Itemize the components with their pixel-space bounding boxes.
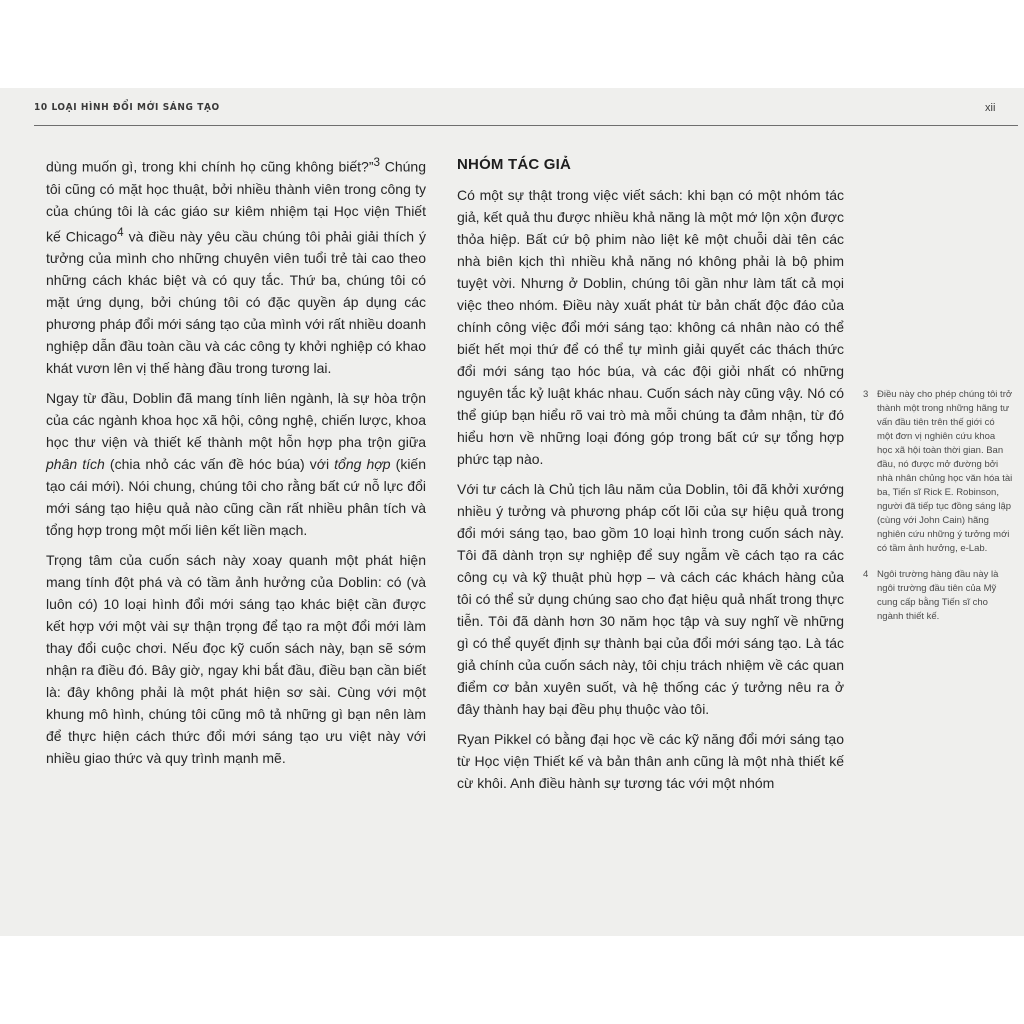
middle-paragraph-2: Với tư cách là Chủ tịch lâu năm của Doblin, tôi đã khởi xướng nhiều ý tưởng và phương pháp cốt lõi của sự hiệu quả trong đổi mới sáng tạo, bao gồm 10 loại hình trong cuốn sách này. Tôi đã dành trọn sự nghiệp để suy ngẫm về cách tạo ra các công cụ và kỹ thuật phù hợp – và cách các khách hàng của tôi có thể sử dụng chúng sao cho đạt hiệu quả nhất trong thực tiễn. Tôi đã dành hơn 30 năm học tập và suy nghĩ về những gì có thể quyết định sự thành bại của đổi mới sáng tạo. Là tác giả chính của cuốn sách này, tôi chịu trách nhiệm về các quan điểm cơ bản xuyên suốt, và hệ thống các ý tưởng nêu ra ở đây thành hay bại đều phụ thuộc vào tôi. [457,481,844,717]
emphasis-synthesis: tổng hợp [334,456,391,473]
text-run: Chúng tôi cũng có mặt học thuật, bởi nhiều thành viên trong công ty của chúng tôi là các giáo sư kiêm nhiệm tại Học viện Thiết kế Chicago [46,158,426,245]
footnote-3 [863,388,1013,556]
footnote-4 [863,568,1013,624]
text-run: dùng muốn gì, trong khi chính họ cũng không biết?” [46,158,374,175]
book-page [0,88,1024,936]
footnote-text: Điều này cho phép chúng tôi trở thành một trong những hãng tư vấn đầu tiên trên thế giới có một đơn vị nghiên cứu khoa học xã hội toàn thời gian. Ban đầu, nó được mở đường bởi nhà nhân chủng học văn hóa tài ba, Tiến sĩ Rick E. Robinson, người đã tiếp tục đồng sáng lập (cùng với John Cain) hãng nghiên cứu những ý tưởng mới có tầm ảnh hưởng, e-Lab. [877,389,1013,554]
middle-paragraph-3: Ryan Pikkel có bằng đại học về các kỹ năng đổi mới sáng tạo từ Học viện Thiết kế và bản thân anh cũng là một nhà thiết kế cừ khôi. Anh điều hành sự tương tác với một nhóm [457,731,844,791]
text-run: (chia nhỏ các vấn đề hóc búa) với [104,456,335,473]
footnote-number: 3 [863,389,869,400]
page-number: xii [985,102,996,114]
middle-column [457,152,844,802]
left-column [46,152,426,777]
left-paragraph-2 [46,387,426,541]
footnote-ref-4: 4 [117,225,124,239]
footnote-ref-3: 3 [373,156,380,169]
text-run: và điều này yêu cầu chúng tôi phải giải thích ý tưởng của mình cho những chuyên viên tuổi trẻ tài cao theo những cách khác biệt và có quy tắc. Thứ ba, chúng tôi có mặt ứng dụng, bởi chúng tôi có đặc quyền áp dụng các phương pháp đổi mới sáng tạo của mình với rất nhiều doanh nghiệp dẫn đầu toàn cầu và các công ty khởi nghiệp có khao khát vươn lên vị thế hàng đầu trong tương lai. [46,228,426,377]
footnote-text: Ngôi trường hàng đầu này là ngôi trường đầu tiên của Mỹ cung cấp bằng Tiến sĩ cho ngành thiết kế. [877,569,999,622]
header-rule [34,125,1018,126]
running-title: 10 LOẠI HÌNH ĐỔI MỚI SÁNG TẠO [34,102,220,113]
emphasis-analysis: phân tích [46,456,105,473]
text-run: Ngay từ đầu, Doblin đã mang tính liên ngành, là sự hòa trộn của các ngành khoa học xã hội, công nghệ, chiến lược, khoa học thư viện và thiết kế thành một hỗn hợp pha trộn giữa [46,390,426,451]
left-paragraph-3: Trọng tâm của cuốn sách này xoay quanh một phát hiện mang tính đột phá và có tầm ảnh hưởng của Doblin: có (và luôn có) 10 loại hình đổi mới sáng tạo khác biệt cần được kết hợp với một vài sự thận trọng để tạo ra một đổi mới làm thay đổi cuộc chơi. Nếu đọc kỹ cuốn sách này, bạn sẽ sớm nhận ra điều đó. Bây giờ, ngay khi bắt đầu, điều bạn cần biết là: đây không phải là một phát hiện sơ sài. Cùng với một khung mô hình, chúng tôi cũng mô tả những gì bạn nên làm để thực hiện cách thức đổi mới sáng tạo ưu việt này với nhiều giao thức và quy trình mạnh mẽ. [46,552,426,767]
sidenotes [863,388,1013,636]
middle-paragraph-1: Có một sự thật trong việc viết sách: khi bạn có một nhóm tác giả, kết quả thu được nhiều khả năng là một mớ lộn xộn được thỏa hiệp. Bất cứ bộ phim nào liệt kê một chuỗi dài tên các nhà biên kịch thì nhiều khả năng nó không phải là bộ phim tuyệt vời. Nhưng ở Doblin, chúng tôi gần như làm tất cả mọi việc theo nhóm. Điều này xuất phát từ bản chất độc đáo của chính công việc đổi mới sáng tạo: không cá nhân nào có thể biết hết mọi thứ để có thể tự mình giải quyết các thách thức đổi mới sáng tạo hóc búa, và các đội giỏi nhất có những nguyên tắc kỷ luật khác nhau. Cuốn sách này cũng vậy. Nó có thể giúp bạn hiểu rõ vai trò mà mỗi chúng ta đảm nhận, từ đó hiểu hơn về những loại đóng góp trong bất cứ sự tổng hợp phức tạp nào. [457,187,844,467]
text-run: (kiến tạo cái mới). Nói chung, chúng tôi cho rằng bất cứ nỗ lực đổi mới sáng tạo hiệu quả nào cũng cần rất nhiều phân tích và tổng hợp trong một mối liên kết liền mạch. [46,456,426,539]
section-heading: NHÓM TÁC GIẢ [457,156,572,173]
footnote-number: 4 [863,569,869,580]
left-paragraph-1 [46,152,426,379]
